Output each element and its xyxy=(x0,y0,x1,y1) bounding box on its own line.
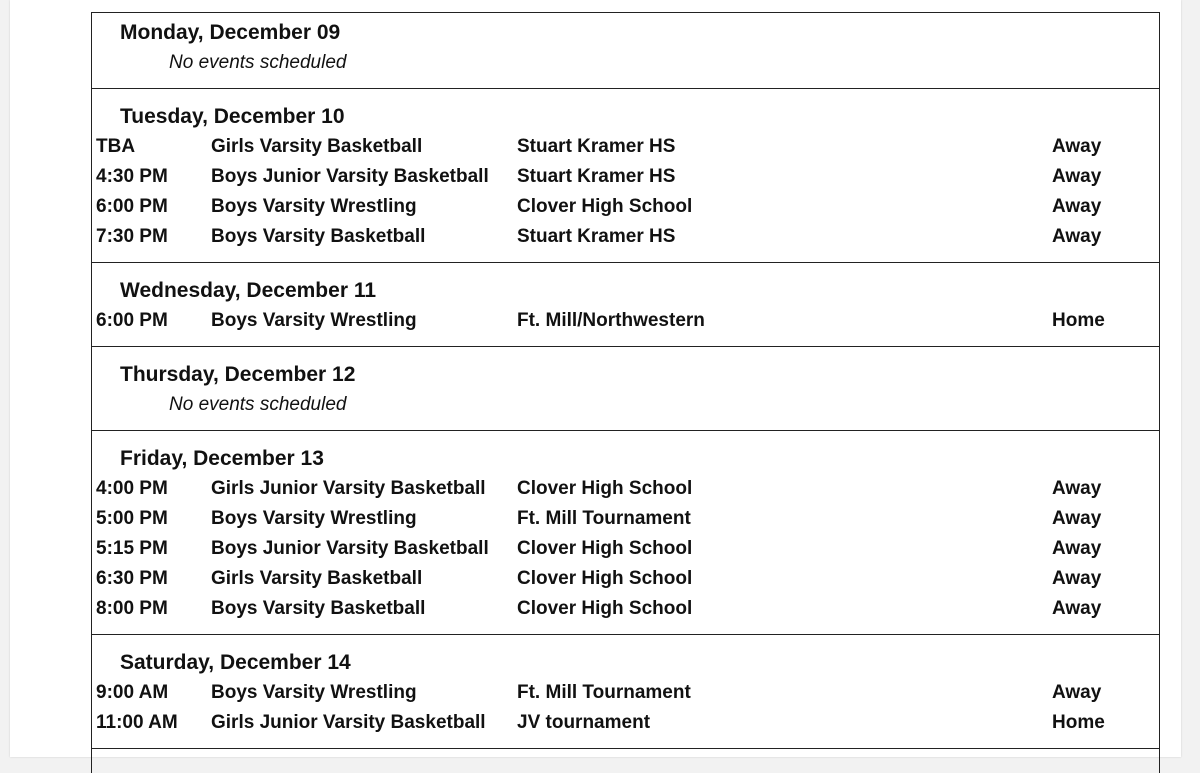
day-divider xyxy=(92,262,1159,263)
day-title: Saturday, December 14 xyxy=(120,651,351,674)
event-row xyxy=(92,537,1159,561)
event-opponent: Stuart Kramer HS xyxy=(517,136,676,157)
event-sport: Girls Junior Varsity Basketball xyxy=(211,478,486,499)
event-time: 6:00 PM xyxy=(96,310,168,331)
event-sport: Girls Varsity Basketball xyxy=(211,568,423,589)
event-sport: Boys Varsity Wrestling xyxy=(211,196,417,217)
event-opponent: Stuart Kramer HS xyxy=(517,166,676,187)
event-sport: Boys Varsity Basketball xyxy=(211,226,426,247)
day-divider xyxy=(92,430,1159,431)
event-location: Home xyxy=(1052,310,1105,331)
event-location: Away xyxy=(1052,598,1102,619)
event-row xyxy=(92,567,1159,591)
event-row xyxy=(92,507,1159,531)
event-sport: Boys Varsity Wrestling xyxy=(211,310,417,331)
event-sport: Boys Junior Varsity Basketball xyxy=(211,538,489,559)
day-title: Wednesday, December 11 xyxy=(120,279,377,302)
event-sport: Boys Junior Varsity Basketball xyxy=(211,166,489,187)
event-time: 4:30 PM xyxy=(96,166,168,187)
day-title: Friday, December 13 xyxy=(120,447,324,470)
event-opponent: Clover High School xyxy=(517,196,693,217)
event-opponent: Clover High School xyxy=(517,568,693,589)
event-row xyxy=(92,135,1159,159)
event-location: Away xyxy=(1052,196,1102,217)
day-divider xyxy=(92,88,1159,89)
day-divider xyxy=(92,346,1159,347)
no-events-note: No events scheduled xyxy=(169,52,347,73)
event-row xyxy=(92,165,1159,189)
schedule-page xyxy=(10,0,1181,757)
event-row xyxy=(92,195,1159,219)
event-time: 6:30 PM xyxy=(96,568,168,589)
event-row xyxy=(92,309,1159,333)
event-sport: Boys Varsity Wrestling xyxy=(211,682,417,703)
event-time: 8:00 PM xyxy=(96,598,168,619)
event-row xyxy=(92,597,1159,621)
event-sport: Girls Junior Varsity Basketball xyxy=(211,712,486,733)
schedule-frame xyxy=(91,12,1160,773)
event-time: 7:30 PM xyxy=(96,226,168,247)
day-title: Tuesday, December 10 xyxy=(120,105,345,128)
event-row xyxy=(92,711,1159,735)
event-time: 5:00 PM xyxy=(96,508,168,529)
event-opponent: Clover High School xyxy=(517,478,693,499)
event-time: 4:00 PM xyxy=(96,478,168,499)
no-events-note: No events scheduled xyxy=(169,394,347,415)
event-opponent: Ft. Mill Tournament xyxy=(517,508,691,529)
event-sport: Boys Varsity Wrestling xyxy=(211,508,417,529)
event-time: TBA xyxy=(96,136,136,157)
event-sport: Girls Varsity Basketball xyxy=(211,136,423,157)
event-opponent: Ft. Mill/Northwestern xyxy=(517,310,705,331)
day-title: Monday, December 09 xyxy=(120,21,341,44)
event-row xyxy=(92,225,1159,249)
event-location: Away xyxy=(1052,568,1102,589)
event-time: 6:00 PM xyxy=(96,196,168,217)
day-title: Thursday, December 12 xyxy=(120,363,356,386)
event-opponent: JV tournament xyxy=(517,712,651,733)
event-location: Home xyxy=(1052,712,1105,733)
event-opponent: Clover High School xyxy=(517,598,693,619)
event-opponent: Ft. Mill Tournament xyxy=(517,682,691,703)
event-time: 11:00 AM xyxy=(96,712,178,733)
event-location: Away xyxy=(1052,136,1102,157)
event-location: Away xyxy=(1052,508,1102,529)
event-location: Away xyxy=(1052,478,1102,499)
event-time: 9:00 AM xyxy=(96,682,169,703)
event-location: Away xyxy=(1052,166,1102,187)
event-time: 5:15 PM xyxy=(96,538,168,559)
event-opponent: Clover High School xyxy=(517,538,693,559)
event-location: Away xyxy=(1052,682,1102,703)
event-location: Away xyxy=(1052,226,1102,247)
event-sport: Boys Varsity Basketball xyxy=(211,598,426,619)
day-divider xyxy=(92,634,1159,635)
day-divider xyxy=(92,748,1159,749)
event-row xyxy=(92,681,1159,705)
event-row xyxy=(92,477,1159,501)
event-location: Away xyxy=(1052,538,1102,559)
event-opponent: Stuart Kramer HS xyxy=(517,226,676,247)
